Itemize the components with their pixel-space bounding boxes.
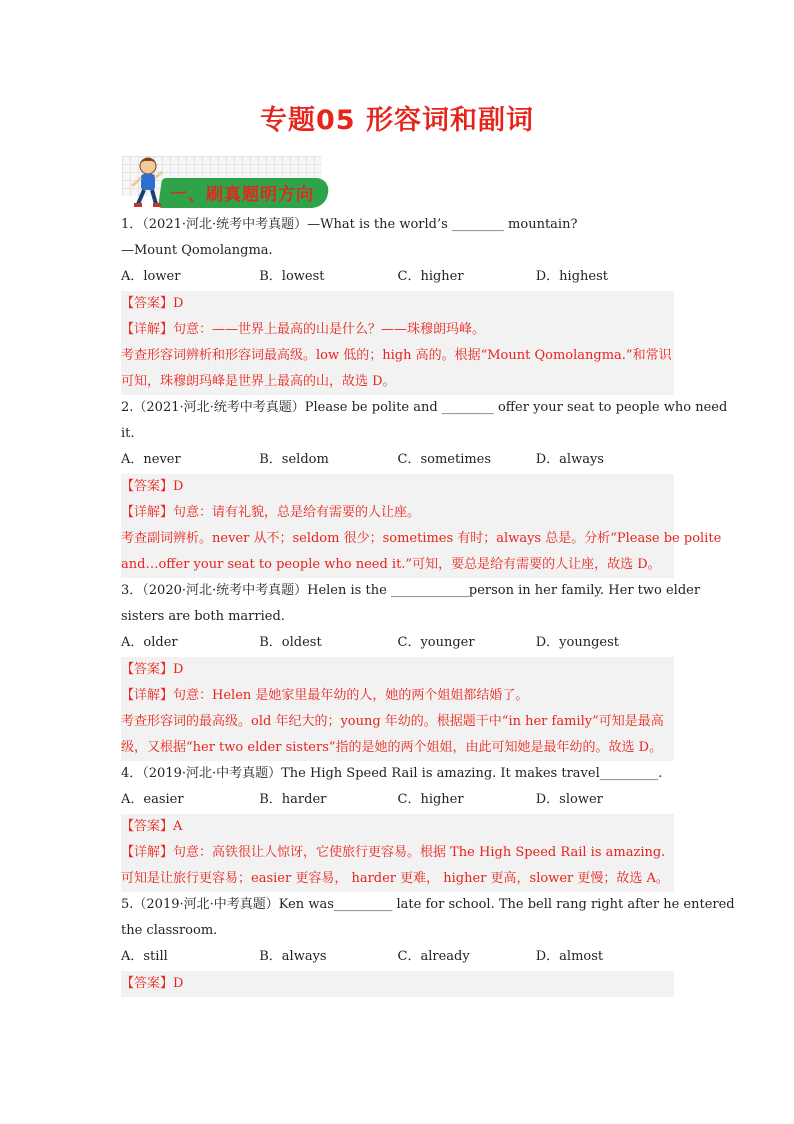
detail-line: and…offer your seat to people who need it.”可知，要总是给有需要的人让座，故选 D。 — [121, 557, 661, 572]
question-3 — [121, 578, 701, 761]
options-row — [121, 447, 674, 473]
option-c: C．younger — [397, 635, 475, 650]
question-list — [121, 212, 735, 997]
answer-label: 【答案】D — [121, 479, 184, 494]
option-d: D．always — [535, 452, 604, 467]
option-a: A．easier — [121, 792, 184, 807]
answer-box — [121, 814, 674, 892]
detail-line: 考查形容词辨析和形容词最高级。low 低的；high 高的。根据“Mount Qomolangma.”和常识 — [121, 348, 672, 363]
option-c: C．higher — [397, 792, 464, 807]
question-stem: 1．（2021·河北·统考中考真题）—What is the world’s ________ mountain? — [121, 217, 578, 232]
question-5 — [121, 892, 735, 997]
answer-box — [121, 971, 674, 997]
page-title: 专题05 形容词和副词 — [260, 105, 534, 136]
detail-line: 级，又根据“her two elder sisters”指的是她的两个姐姐，由此可知她是最年幼的。故选 D。 — [121, 740, 663, 755]
question-stem: 2.（2021·河北·统考中考真题）Please be polite and ________ offer your seat to people who need — [121, 400, 728, 415]
question-stem-cont: it. — [121, 426, 135, 441]
option-a: A．never — [121, 452, 181, 467]
option-a: A．still — [121, 949, 168, 964]
question-stem-cont: the classroom. — [121, 923, 218, 938]
option-d: D．almost — [535, 949, 604, 964]
option-b: B．lowest — [259, 269, 325, 284]
question-stem: 3．（2020·河北·统考中考真题）Helen is the ____________person in her family. Her two elder — [121, 583, 701, 598]
answer-label: 【答案】A — [121, 819, 183, 834]
option-b: B．harder — [259, 792, 327, 807]
banner-label: 一、刷真题明方向 — [170, 185, 314, 205]
option-d: D．highest — [535, 269, 608, 284]
detail-line: 考查形容词的最高级。old 年纪大的；young 年幼的。根据题干中“in her family”可知是最高 — [121, 714, 664, 729]
question-stem-cont: —Mount Qomolangma. — [121, 243, 273, 258]
answer-label: 【答案】D — [121, 296, 184, 311]
option-c: C．already — [397, 949, 470, 964]
detail-line: 【详解】句意：——世界上最高的山是什么？——珠穆朗玛峰。 — [121, 322, 486, 337]
option-c: C．sometimes — [397, 452, 492, 467]
answer-box — [121, 291, 674, 395]
option-c: C．higher — [397, 269, 464, 284]
detail-line: 可知，珠穆朗玛峰是世界上最高的山，故选 D。 — [121, 374, 396, 389]
question-stem: 5.（2019·河北·中考真题）Ken was_________ late for school. The bell rang right after he entered — [121, 897, 735, 912]
question-1 — [121, 212, 674, 395]
option-b: B．oldest — [259, 635, 322, 650]
answer-box — [121, 657, 674, 761]
option-b: B．always — [259, 949, 327, 964]
answer-label: 【答案】D — [121, 976, 184, 991]
options-row — [121, 787, 674, 813]
option-b: B．seldom — [259, 452, 329, 467]
option-a: A．lower — [121, 269, 181, 284]
option-d: D．slower — [535, 792, 603, 807]
section-banner — [122, 156, 327, 212]
option-d: D．youngest — [535, 635, 619, 650]
detail-line: 【详解】句意：Helen 是她家里最年幼的人，她的两个姐姐都结婚了。 — [121, 688, 529, 703]
answer-box — [121, 474, 722, 578]
options-row — [121, 944, 674, 970]
detail-line: 【详解】句意：请有礼貌，总是给有需要的人让座。 — [121, 505, 421, 520]
detail-line: 【详解】句意：高铁很让人惊讶，它使旅行更容易。根据 The High Speed Rail is amazing. — [121, 845, 666, 860]
answer-label: 【答案】D — [121, 662, 184, 677]
options-row — [121, 630, 674, 656]
option-a: A．older — [121, 635, 178, 650]
options-row — [121, 264, 674, 290]
detail-line: 考查副词辨析。never 从不；seldom 很少；sometimes 有时；always 总是。分析“Please be polite — [121, 531, 722, 546]
running-boy-icon — [126, 156, 166, 212]
question-4 — [121, 761, 674, 892]
detail-line: 可知是让旅行更容易；easier 更容易， harder 更难， higher 更高，slower 更慢；故选 A。 — [121, 871, 669, 886]
question-stem-cont: sisters are both married. — [121, 609, 285, 624]
question-2 — [121, 395, 728, 578]
question-stem: 4．（2019·河北·中考真题）The High Speed Rail is amazing. It makes travel_________. — [121, 766, 663, 781]
